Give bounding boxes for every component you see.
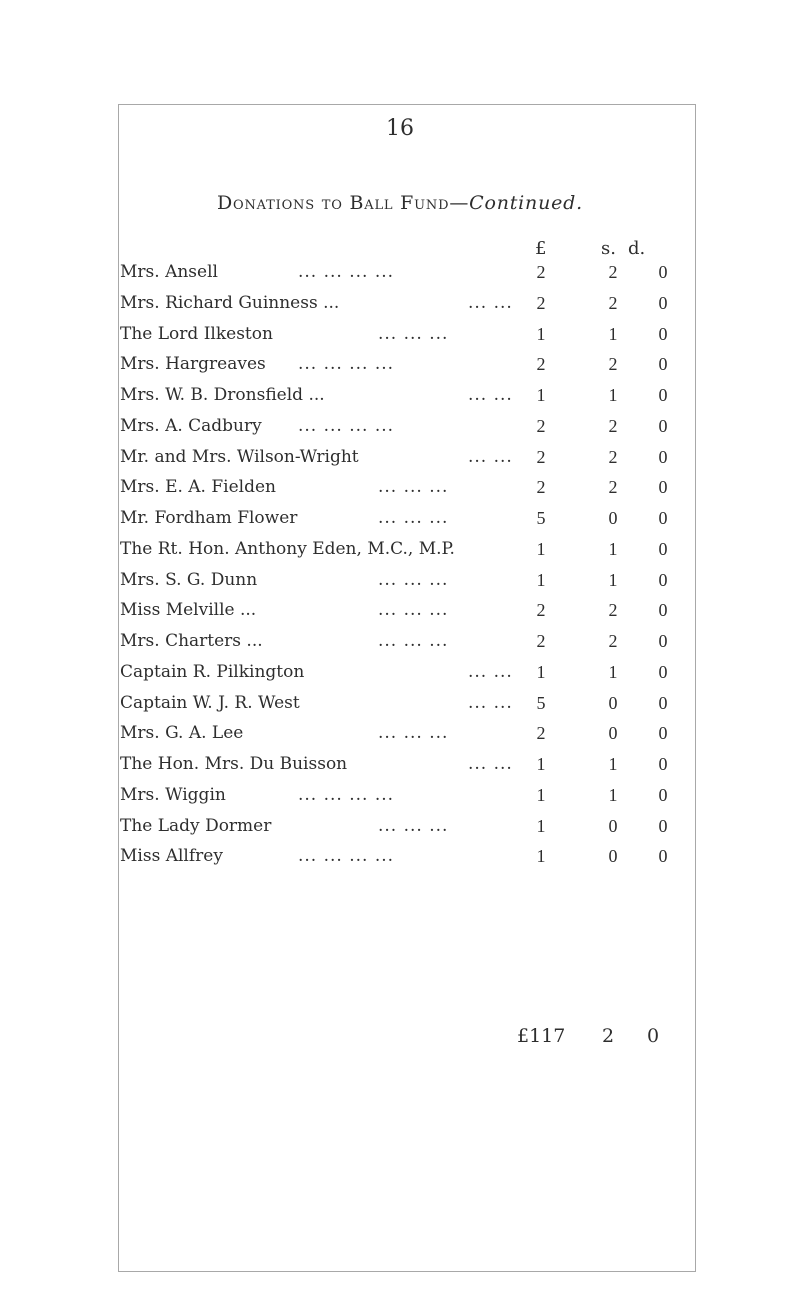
page-title — [0, 192, 800, 214]
amount-pence: 0 — [658, 385, 668, 405]
leader-dots: ... ... — [468, 385, 513, 405]
list-item — [120, 416, 680, 446]
leader-dots: ... ... ... — [378, 600, 449, 621]
amount-pounds: 1 — [536, 538, 546, 559]
leader-dots: ... ... ... — [378, 508, 449, 528]
amount-shillings: 0 — [608, 723, 618, 744]
leader-dots: ... ... ... ... — [298, 415, 395, 436]
amount-shillings: 2 — [608, 631, 618, 651]
amount-shillings: 1 — [608, 784, 618, 805]
amount-shillings: 0 — [608, 815, 618, 836]
list-item — [120, 754, 680, 784]
donor-name: Miss Allfrey — [120, 846, 223, 867]
amount-pence: 0 — [658, 354, 668, 375]
list-item — [120, 785, 680, 815]
amount-pence: 0 — [658, 508, 668, 528]
list-item — [120, 846, 680, 876]
leader-dots: ... ... ... — [378, 815, 449, 836]
amount-pounds: 1 — [536, 385, 546, 405]
leader-dots: ... ... ... ... — [298, 784, 395, 805]
amount-pounds: 1 — [536, 323, 546, 344]
list-item — [120, 631, 680, 661]
list-item — [120, 816, 680, 846]
amount-shillings: 2 — [608, 477, 618, 498]
amount-shillings: 2 — [608, 446, 618, 467]
list-item — [120, 324, 680, 354]
shillings-column-header: s. — [601, 238, 616, 259]
amount-pounds: 2 — [536, 723, 546, 744]
amount-shillings: 2 — [608, 262, 618, 282]
amount-shillings: 2 — [608, 292, 618, 313]
amount-pence: 0 — [658, 600, 668, 621]
list-item — [120, 262, 680, 292]
amount-pounds: 2 — [536, 631, 546, 651]
leader-dots: ... ... — [468, 661, 513, 682]
amount-shillings: 1 — [608, 661, 618, 682]
leader-dots: ... ... ... — [378, 631, 449, 651]
amount-pounds: 2 — [536, 477, 546, 498]
amount-shillings: 0 — [608, 508, 618, 528]
donor-name: The Lady Dormer — [120, 815, 272, 836]
donor-name: Mrs. Charters ... — [120, 631, 263, 651]
amount-pence: 0 — [658, 815, 668, 836]
amount-pounds: 1 — [536, 784, 546, 805]
amount-pence: 0 — [658, 569, 668, 590]
total-pounds: £117 — [517, 1025, 566, 1047]
amount-shillings: 2 — [608, 415, 618, 436]
donor-name: Mrs. W. B. Dronsfield ... — [120, 385, 325, 405]
amount-shillings: 0 — [608, 692, 618, 713]
leader-dots: ... ... — [468, 692, 513, 713]
donor-name: Miss Melville ... — [120, 600, 257, 621]
heading-dash: — — [449, 192, 470, 214]
list-item — [120, 293, 680, 323]
list-item — [120, 723, 680, 753]
list-item — [120, 508, 680, 538]
amount-pence: 0 — [658, 723, 668, 744]
amount-shillings: 1 — [608, 538, 618, 559]
amount-pounds: 1 — [536, 661, 546, 682]
amount-pounds: 5 — [536, 692, 546, 713]
donor-name: Mrs. G. A. Lee — [120, 723, 244, 744]
donor-name: Mrs. Hargreaves — [120, 354, 266, 375]
list-item — [120, 662, 680, 692]
donor-name: Mrs. S. G. Dunn — [120, 569, 258, 590]
amount-pence: 0 — [658, 784, 668, 805]
leader-dots: ... ... — [468, 446, 513, 467]
leader-dots: ... ... ... — [378, 723, 449, 744]
list-item — [120, 477, 680, 507]
list-item — [120, 570, 680, 600]
amount-pence: 0 — [658, 661, 668, 682]
amount-shillings: 2 — [608, 354, 618, 375]
amount-pence: 0 — [658, 631, 668, 651]
leader-dots: ... ... — [468, 292, 513, 313]
amount-pounds: 1 — [536, 569, 546, 590]
list-item — [120, 693, 680, 723]
donor-name: Captain R. Pilkington — [120, 661, 305, 682]
amount-pence: 0 — [658, 415, 668, 436]
amount-pence: 0 — [658, 754, 668, 774]
amount-pounds: 5 — [536, 508, 546, 528]
donor-name: Mrs. Wiggin — [120, 784, 226, 805]
list-item — [120, 539, 680, 569]
list-item — [120, 385, 680, 415]
page-number: 16 — [386, 116, 414, 141]
leader-dots: ... ... ... — [378, 323, 449, 344]
amount-pounds: 2 — [536, 262, 546, 282]
leader-dots: ... ... ... ... — [298, 354, 395, 375]
donor-name: Mrs. E. A. Fielden — [120, 477, 276, 498]
amount-pounds: 1 — [536, 754, 546, 774]
donor-name: Mr. Fordham Flower — [120, 508, 298, 528]
leader-dots: ... ... ... — [378, 569, 449, 590]
amount-pounds: 2 — [536, 292, 546, 313]
amount-shillings: 1 — [608, 385, 618, 405]
list-item — [120, 354, 680, 384]
amount-shillings: 2 — [608, 600, 618, 621]
leader-dots: ... ... ... ... — [298, 846, 395, 867]
list-item — [120, 600, 680, 630]
heading-continued: Continued. — [469, 192, 583, 214]
donor-name: Mrs. A. Cadbury — [120, 415, 262, 436]
donor-name: The Lord Ilkeston — [120, 323, 273, 344]
amount-shillings: 1 — [608, 323, 618, 344]
amount-shillings: 0 — [608, 846, 618, 867]
donor-name: The Hon. Mrs. Du Buisson — [120, 754, 348, 774]
amount-pence: 0 — [658, 446, 668, 467]
donor-name: The Rt. Hon. Anthony Eden, M.C., M.P. — [120, 538, 455, 559]
amount-pounds: 2 — [536, 354, 546, 375]
amount-pence: 0 — [658, 292, 668, 313]
amount-pence: 0 — [658, 262, 668, 282]
amount-pounds: 2 — [536, 446, 546, 467]
total-shillings: 2 — [602, 1025, 615, 1047]
leader-dots: ... ... ... — [378, 477, 449, 498]
donor-name: Mrs. Ansell — [120, 262, 218, 282]
amount-pounds: 2 — [536, 415, 546, 436]
heading-main: Donations to Ball Fund — [217, 192, 450, 214]
leader-dots: ... ... — [468, 754, 513, 774]
donor-name: Mrs. Richard Guinness ... — [120, 292, 340, 313]
list-item — [120, 447, 680, 477]
amount-pence: 0 — [658, 477, 668, 498]
amount-shillings: 1 — [608, 569, 618, 590]
amount-pounds: 1 — [536, 846, 546, 867]
pounds-column-header: £ — [535, 238, 547, 259]
amount-pounds: 1 — [536, 815, 546, 836]
amount-pence: 0 — [658, 692, 668, 713]
amount-pence: 0 — [658, 846, 668, 867]
amount-pence: 0 — [658, 538, 668, 559]
total-pence: 0 — [647, 1025, 660, 1047]
pence-column-header: d. — [628, 238, 646, 259]
donor-name: Captain W. J. R. West — [120, 692, 300, 713]
leader-dots: ... ... ... ... — [298, 262, 395, 282]
amount-pounds: 2 — [536, 600, 546, 621]
amount-pence: 0 — [658, 323, 668, 344]
donor-name: Mr. and Mrs. Wilson-Wright — [120, 446, 359, 467]
amount-shillings: 1 — [608, 754, 618, 774]
